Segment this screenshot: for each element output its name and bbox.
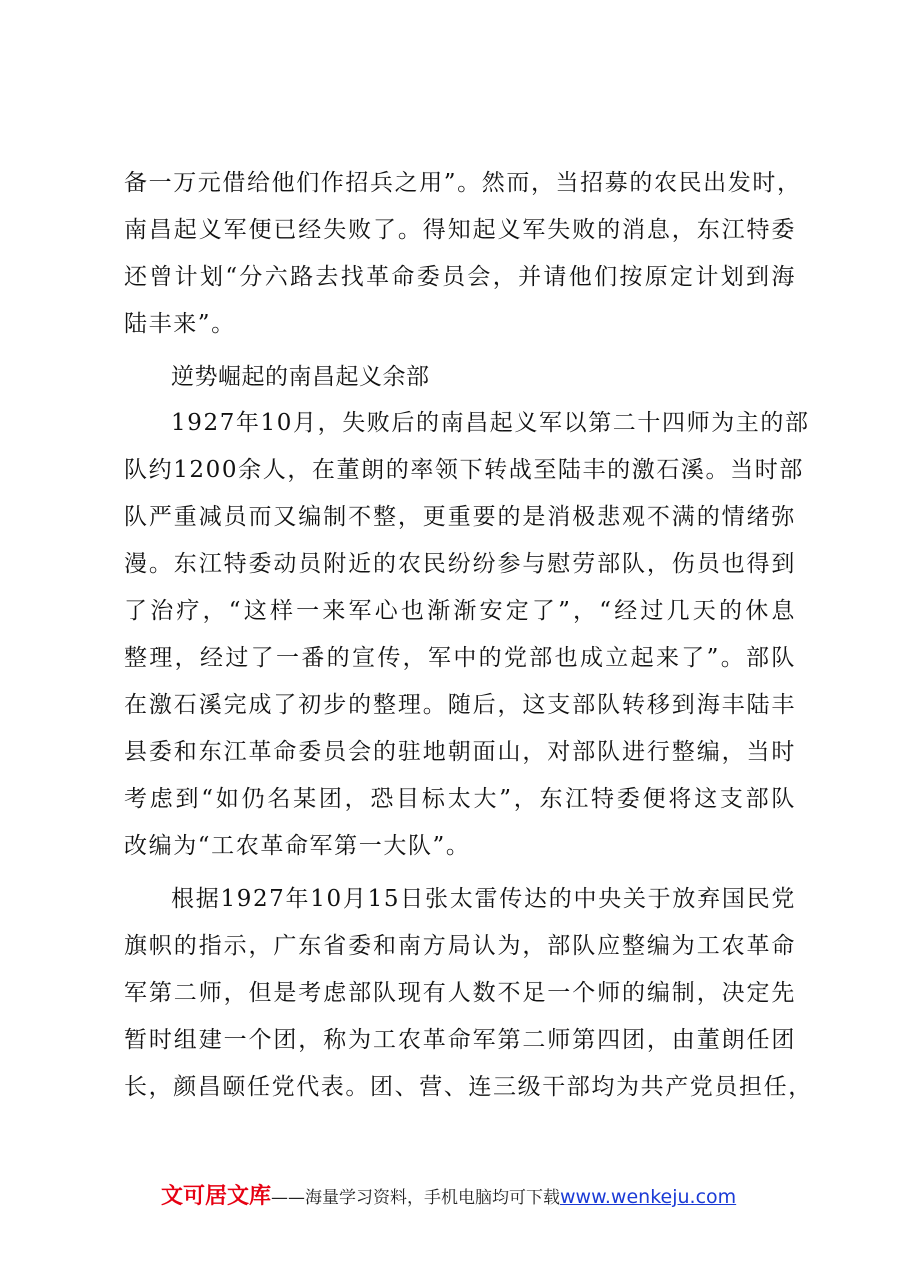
- text-line: 整理，经过了一番的宣传，军中的党部也成立起来了”。部队: [124, 645, 796, 671]
- text-line: 改编为“工农革命军第一大队”。: [124, 833, 471, 859]
- text-line: 暂时组建一个团，称为工农革命军第二师第四团，由董朗任团: [124, 1027, 796, 1053]
- text-line: 县委和东江革命委员会的驻地朝面山，对部队进行整编，当时: [124, 739, 796, 765]
- footer-tagline: ——海量学习资料，手机电脑均可下载: [271, 1188, 561, 1208]
- footer-brand: 文可居文库: [161, 1184, 272, 1209]
- text-line: 队严重减员而又编制不整，更重要的是消极悲观不满的情绪弥: [124, 504, 796, 530]
- footer-banner: [161, 1182, 736, 1212]
- text-line: 旗帜的指示，广东省委和南方局认为，部队应整编为工农革命: [124, 933, 796, 959]
- text-line: 还曾计划“分六路去找革命委员会，并请他们按原定计划到海: [124, 264, 796, 290]
- text-line: 军第二师，但是考虑部队现有人数不足一个师的编制，决定先: [124, 980, 796, 1006]
- text-line: 在激石溪完成了初步的整理。随后，这支部队转移到海丰陆丰: [124, 692, 796, 718]
- section-heading: 逆势崛起的南昌起义余部: [171, 364, 430, 390]
- text-line: 1927年10月，失败后的南昌起义军以第二十四师为主的部: [171, 410, 810, 436]
- text-line: 漫。东江特委动员附近的农民纷纷参与慰劳部队，伤员也得到: [124, 551, 796, 577]
- text-line: 考虑到“如仍名某团，恐目标太大”，东江特委便将这支部队: [124, 786, 796, 812]
- footer-link[interactable]: www.wenkeju.com: [560, 1186, 737, 1208]
- text-line: 根据1927年10月15日张太雷传达的中央关于放弃国民党: [171, 886, 796, 912]
- text-line: 长，颜昌颐任党代表。团、营、连三级干部均为共产党员担任，: [124, 1074, 813, 1100]
- text-line: 了治疗，“这样一来军心也渐渐安定了”，“经过几天的休息: [124, 598, 796, 624]
- text-line: 陆丰来”。: [124, 311, 236, 337]
- text-line: 队约1200余人，在董朗的率领下转战至陆丰的激石溪。当时部: [124, 457, 804, 483]
- text-line: 备一万元借给他们作招兵之用”。然而，当招募的农民出发时，: [124, 170, 802, 196]
- text-line: 南昌起义军便已经失败了。得知起义军失败的消息，东江特委: [124, 217, 796, 243]
